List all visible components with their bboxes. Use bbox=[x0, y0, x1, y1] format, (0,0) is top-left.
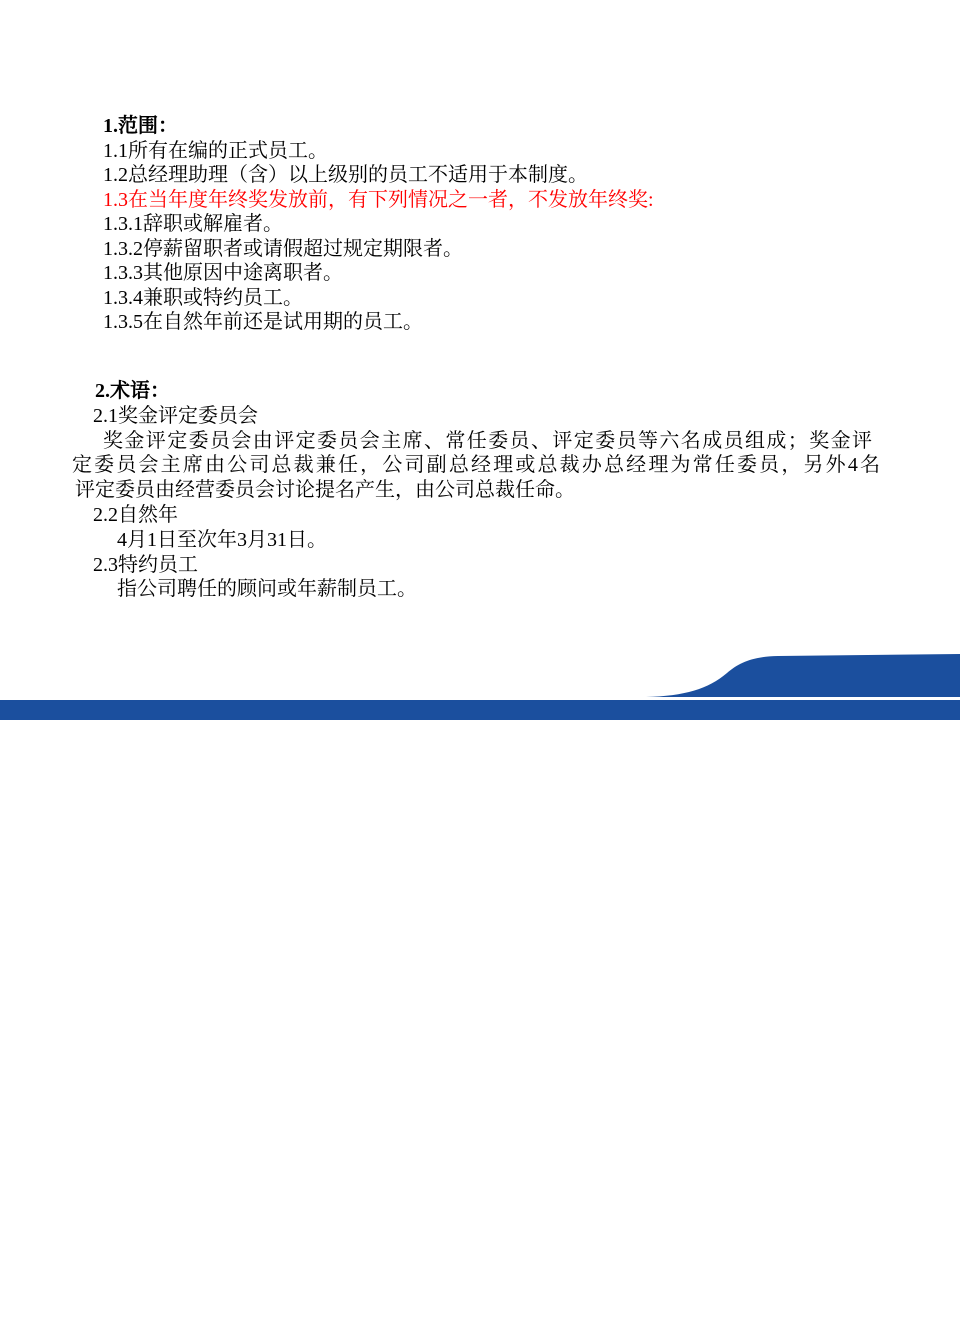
scope-item-1-1: 1.1所有在编的正式员工。 bbox=[103, 139, 328, 162]
terms-item-2-3: 2.3特约员工 bbox=[93, 553, 198, 576]
swoosh-shape bbox=[646, 654, 960, 697]
skyworth-logo-cjk: 创维 bbox=[863, 1313, 916, 1341]
terms-2-1-paragraph-line-3: 评定委员由经营委员会讨论提名产生，由公司总裁任命。 bbox=[75, 479, 575, 502]
scope-item-1-3-1: 1.3.1辞职或解雇者。 bbox=[103, 213, 283, 235]
scope-item-1-3-3: 1.3.3其他原因中途离职者。 bbox=[103, 262, 343, 284]
section-terms bbox=[72, 379, 880, 602]
skyworth-logo-latin: Skyworth bbox=[744, 1311, 858, 1341]
terms-item-2-1: 2.1奖金评定委员会 bbox=[93, 404, 258, 427]
terms-item-2-2: 2.2自然年 bbox=[93, 503, 178, 526]
scope-item-1-3-5: 1.3.5在自然年前还是试用期的员工。 bbox=[103, 311, 423, 333]
skyworth-logo bbox=[744, 1310, 944, 1342]
scope-item-1-2: 1.2总经理助理（含）以上级别的员工不适用于本制度。 bbox=[103, 164, 588, 186]
section-scope bbox=[103, 114, 654, 335]
terms-2-2-definition: 4月1日至次年3月31日。 bbox=[117, 528, 327, 551]
terms-2-1-paragraph-line-2: 定委员会主席由公司总裁兼任，公司副总经理或总裁办总经理为常任委员，另外4名 bbox=[72, 454, 880, 477]
section-terms-heading: 2.术语： bbox=[95, 380, 170, 402]
scope-item-1-3-2: 1.3.2停薪留职者或请假超过规定期限者。 bbox=[103, 237, 463, 260]
terms-2-3-definition: 指公司聘任的顾问或年薪制员工。 bbox=[117, 578, 417, 601]
footer-brand-bar bbox=[0, 645, 960, 1341]
scope-item-1-3-highlight: 1.3在当年度年终奖发放前，有下列情况之一者，不发放年终奖: bbox=[103, 188, 654, 211]
bottom-strip bbox=[0, 700, 960, 720]
brand-swoosh-graphic bbox=[0, 645, 960, 720]
scope-item-1-3-4: 1.3.4兼职或特约员工。 bbox=[103, 286, 303, 309]
terms-2-1-paragraph-line-1: 奖金评定委员会由评定委员会主席、常任委员、评定委员等六名成员组成；奖金评 bbox=[103, 429, 872, 452]
section-scope-heading: 1.范围： bbox=[103, 115, 178, 137]
